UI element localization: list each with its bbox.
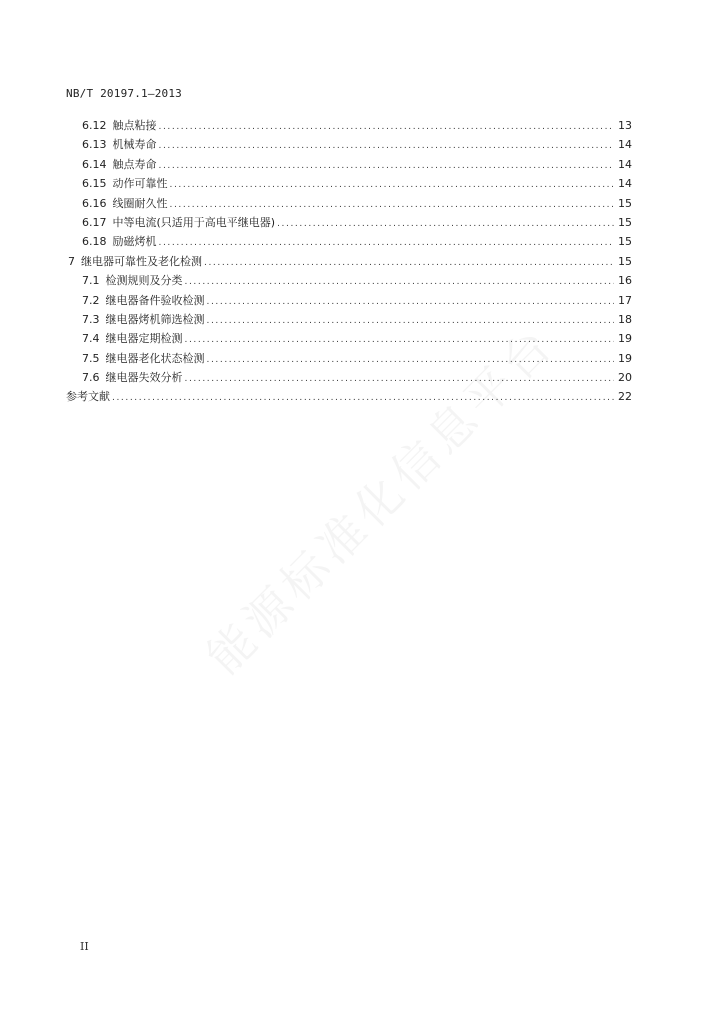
toc-entry-references[interactable] — [66, 387, 632, 406]
toc-title: 机械寿命 — [112, 138, 157, 152]
toc-entry[interactable] — [66, 174, 632, 193]
toc-leader-dots — [159, 118, 615, 137]
toc-page-number: 16 — [618, 274, 632, 288]
toc-leader-dots — [185, 331, 615, 350]
toc-entry[interactable] — [66, 116, 632, 135]
toc-title: 继电器失效分析 — [105, 371, 183, 385]
toc-entry[interactable] — [66, 291, 632, 310]
toc-title: 继电器备件验收检测 — [105, 293, 205, 307]
toc-entry[interactable] — [66, 213, 632, 232]
toc-entry[interactable] — [66, 349, 632, 368]
toc-title: 参考文献 — [66, 390, 110, 404]
toc-number: 7 — [68, 254, 75, 268]
toc-page-number: 15 — [618, 196, 632, 210]
toc-leader-dots — [204, 254, 614, 273]
toc-entry[interactable] — [66, 232, 632, 251]
toc-leader-dots — [159, 157, 615, 176]
toc-number: 7.6 — [82, 371, 100, 385]
toc-number: 6.17 — [82, 215, 107, 229]
toc-number: 7.5 — [82, 351, 100, 365]
toc-entry[interactable] — [66, 310, 632, 329]
toc-page-number: 15 — [618, 254, 632, 268]
toc-title: 继电器老化状态检测 — [105, 351, 205, 365]
toc-title: 线圈耐久性 — [112, 196, 168, 210]
toc-number: 7.4 — [82, 332, 100, 346]
toc-leader-dots — [170, 176, 615, 195]
toc-page-number: 13 — [618, 119, 632, 132]
toc-entry[interactable] — [66, 155, 632, 174]
toc-title: 动作可靠性 — [112, 177, 168, 191]
toc-number: 6.13 — [82, 138, 107, 152]
toc-leader-dots — [185, 370, 615, 389]
toc-leader-dots — [185, 273, 615, 292]
standard-number: NB/T 20197.1—2013 — [66, 87, 182, 100]
toc-number: 7.2 — [82, 293, 100, 307]
toc-leader-dots — [207, 293, 615, 312]
toc-title: 继电器烤机筛选检测 — [105, 312, 205, 326]
toc-leader-dots — [207, 351, 615, 370]
toc-title: 触点寿命 — [112, 157, 157, 171]
toc-leader-dots — [112, 389, 614, 408]
toc-entry[interactable] — [66, 368, 632, 387]
toc-page-number: 15 — [618, 235, 632, 249]
toc-number: 7.1 — [82, 274, 100, 288]
toc-page-number: 17 — [618, 293, 632, 307]
table-of-contents — [66, 116, 632, 407]
toc-page-number: 19 — [618, 351, 632, 365]
toc-title: 继电器可靠性及老化检测 — [81, 254, 202, 268]
toc-entry[interactable] — [66, 329, 632, 348]
toc-number: 6.12 — [82, 119, 107, 132]
toc-page-number: 19 — [618, 332, 632, 346]
toc-leader-dots — [277, 215, 614, 234]
toc-title: 触点粘接 — [112, 119, 157, 132]
toc-number: 6.16 — [82, 196, 107, 210]
toc-number: 6.14 — [82, 157, 107, 171]
toc-page-number: 14 — [618, 138, 632, 152]
toc-title: 继电器定期检测 — [105, 332, 183, 346]
toc-page-number: 15 — [618, 215, 632, 229]
toc-title: 检测规则及分类 — [105, 274, 183, 288]
toc-number: 7.3 — [82, 312, 100, 326]
page-number: II — [80, 940, 89, 953]
toc-page-number: 22 — [618, 390, 632, 404]
toc-title: 中等电流(只适用于高电平继电器) — [112, 215, 276, 229]
toc-page-number: 14 — [618, 177, 632, 191]
toc-page-number: 20 — [618, 371, 632, 385]
toc-page-number: 18 — [618, 312, 632, 326]
toc-entry[interactable] — [66, 135, 632, 154]
toc-leader-dots — [159, 234, 615, 253]
toc-entry[interactable] — [66, 194, 632, 213]
toc-entry-chapter[interactable] — [66, 252, 632, 271]
toc-title: 励磁烤机 — [112, 235, 157, 249]
toc-number: 6.15 — [82, 177, 107, 191]
toc-leader-dots — [159, 137, 615, 156]
toc-leader-dots — [207, 312, 615, 331]
toc-number: 6.18 — [82, 235, 107, 249]
toc-entry[interactable] — [66, 271, 632, 290]
toc-page-number: 14 — [618, 157, 632, 171]
